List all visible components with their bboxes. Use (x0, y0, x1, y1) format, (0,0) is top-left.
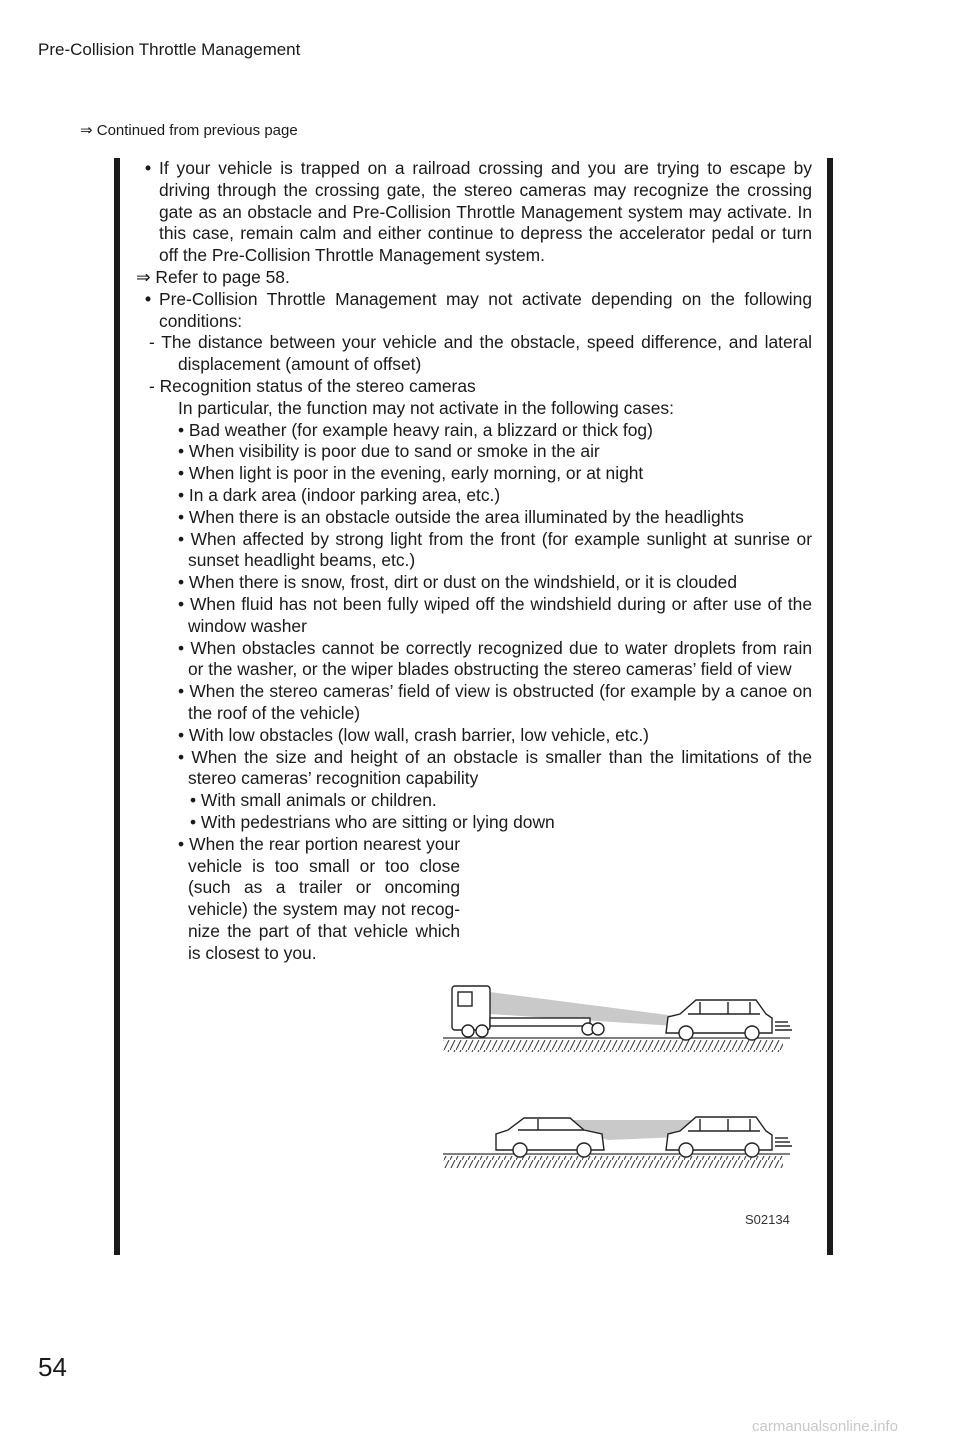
bullet-conditions: • Pre-Collision Throttle Management may not activate depending on the following conditions: (145, 288, 812, 331)
case-item: • Bad weather (for example heavy rain, a blizzard or thick fog) (178, 419, 653, 440)
case-item: • With low obstacles (low wall, crash barrier, low vehicle, etc.) (178, 724, 649, 745)
page-header-title: Pre-Collision Throttle Management (38, 40, 301, 59)
lower-scene (443, 1117, 792, 1168)
bullet-conditions-text: Pre-Collision Throttle Management may not activate depending on the following conditions: (159, 288, 812, 331)
case-item: • In a dark area (indoor parking area, etc.) (178, 484, 501, 505)
case-item: • When light is poor in the evening, early morning, or at night (178, 463, 644, 484)
case-item: • When the size and height of an obstacle is smaller than the limitations of the stereo cameras’ recognition capability (178, 746, 812, 789)
case-item: • When affected by strong light from the front (for example sunlight at sunrise or sunset headlight beams, etc.) (178, 528, 812, 571)
bullet-railroad: • If your vehicle is trapped on a railroad crossing and you are trying to escape by driving through the crossing gate, the stereo cameras may recognize the crossing gate as an obstacle and Pre-Collision Throttle Management system may activate. In this case, remain calm and either continue to depress the accelerator pedal or turn off the Pre-Collision Throttle Management system. (145, 158, 812, 266)
cases-intro: In particular, the function may not activate in the following cases: (178, 397, 674, 418)
car-icon (666, 1000, 792, 1040)
continued-note: ⇒ Continued from previous page (80, 122, 298, 139)
notice-content (136, 158, 812, 964)
truck-trailer-and-cars-illustration (438, 970, 798, 1230)
case-item: • When there is snow, frost, dirt or dust on the windshield, or it is clouded (178, 572, 737, 593)
notice-left-rule (114, 158, 120, 1255)
page-number: 54 (38, 1352, 67, 1382)
case-rear-portion (136, 834, 812, 965)
case-item: • When fluid has not been fully wiped off the windshield during or after use of the window washer (178, 593, 812, 636)
subcase-item: • With pedestrians who are sitting or lying down (190, 811, 555, 832)
figure-id: S02134 (745, 1212, 790, 1227)
condition-distance: - The distance between your vehicle and the obstacle, speed difference, and lateral displacement (amount of offset) (149, 332, 812, 375)
case-item: • When visibility is poor due to sand or smoke in the air (178, 441, 600, 462)
page-reference: ⇒ Refer to page 58. (136, 266, 290, 287)
condition-recognition: - Recognition status of the stereo cameras (149, 375, 476, 396)
case-item: • When there is an obstacle outside the area illuminated by the headlights (178, 506, 744, 527)
bullet-railroad-text: If your vehicle is trapped on a railroad crossing and you are trying to escape by driving through the crossing gate, the stereo cameras may recognize the crossing gate as an obstacle and Pre-Collision Throttle Management system may activate. In this case, remain calm and either continue to depress the accelerator pedal or turn off the Pre-Collision Throttle Management system. (159, 158, 812, 266)
watermark: carmanualsonline.info (752, 1418, 898, 1435)
case-item: • When the stereo cameras’ field of view is obstructed (for example by a canoe on the roof of the vehicle) (178, 681, 812, 723)
case-item: • When obstacles cannot be correctly recognized due to water droplets from rain or the washer, or the wiper blades obstructing the stereo cameras’ field of view (178, 637, 812, 680)
notice-right-rule (827, 158, 833, 1255)
upper-scene (443, 986, 792, 1052)
subcase-item: • With small animals or children. (190, 790, 437, 811)
case-rear-portion-text: • When the rear portion nearest your vehicle is too small or too close (such as a trailer or oncoming vehicle) the system may not recognize the part of that vehicle which is closest to you. (178, 833, 460, 963)
